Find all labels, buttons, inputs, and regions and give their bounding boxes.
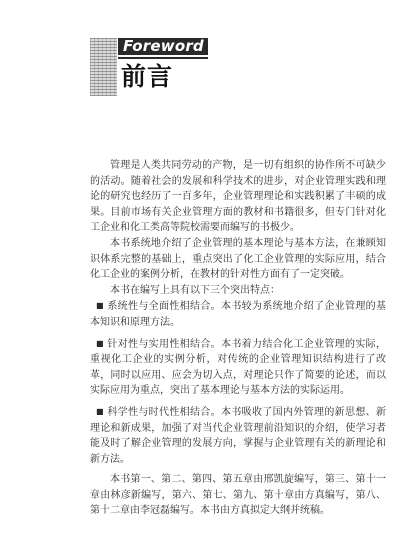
- paragraph-overview: 本书系统地介绍了企业管理的基本理论与基本方法，在兼顾知识体系完整的基础上，重点突出了化工企业管理的实际应用，结合化工企业的案例分析，在教材的针对性方面有了一定突破。: [90, 237, 386, 281]
- feature-text: 系统性与全面性相结合。本书较为系统地介绍了企业管理的基本知识和原理方法。: [90, 301, 386, 328]
- title-underline: [118, 57, 208, 59]
- bullet-square-icon: ■: [96, 338, 104, 348]
- decorative-texture-block: [90, 38, 117, 96]
- bullet-square-icon: ■: [96, 406, 104, 416]
- feature-item-systematic: [90, 298, 386, 330]
- paragraph-intro: 管理是人类共同劳动的产物，是一切有组织的协作所不可缺少的活动。随着社会的发展和科学技术的进步，对企业管理实践和理论的研究也经历了一百多年，企业管理理论和实践积累了丰硕的成果。目前市场有关企业管理方面的教材和书籍很多，但专门针对化工企业和化工类高等院校需要而编写的书极少。: [90, 160, 386, 234]
- foreword-chinese-title: 前言: [121, 62, 174, 91]
- feature-item-practical: [90, 336, 386, 399]
- feature-text: 科学性与时代性相结合。本书吸收了国内外管理的新思想、新理论和新成果，加强了对当代企业管理前沿知识的介绍，使学习者能及时了解企业管理的发展方向，掌握与企业管理有关的新理论和新方法。: [90, 406, 386, 465]
- feature-text: 针对性与实用性相结合。本书着力结合化工企业管理的实际，重视化工企业的实例分析，对传统的企业管理知识结构进行了改革，同时以应用、应会为切入点，对理论只作了简要的论述，而以实际应用为重点，突出了基本理论与基本方法的实际运用。: [90, 338, 386, 397]
- foreword-english-title: Foreword: [118, 38, 208, 55]
- paragraph-authors: 本书第一、第二、第四、第五章由邢凯旋编写，第三、第十一章由林彦新编写，第六、第七、第九、第十章由方真编写，第八、第十二章由李冠磊编写。本书由方真拟定大纲并统稿。: [90, 474, 386, 517]
- foreword-header: [90, 38, 210, 98]
- paragraph-features-lead: 本书在编写上具有以下三个突出特点：: [110, 284, 280, 296]
- bullet-square-icon: ■: [96, 301, 104, 311]
- foreword-body: [90, 158, 386, 519]
- feature-item-scientific: [90, 404, 386, 467]
